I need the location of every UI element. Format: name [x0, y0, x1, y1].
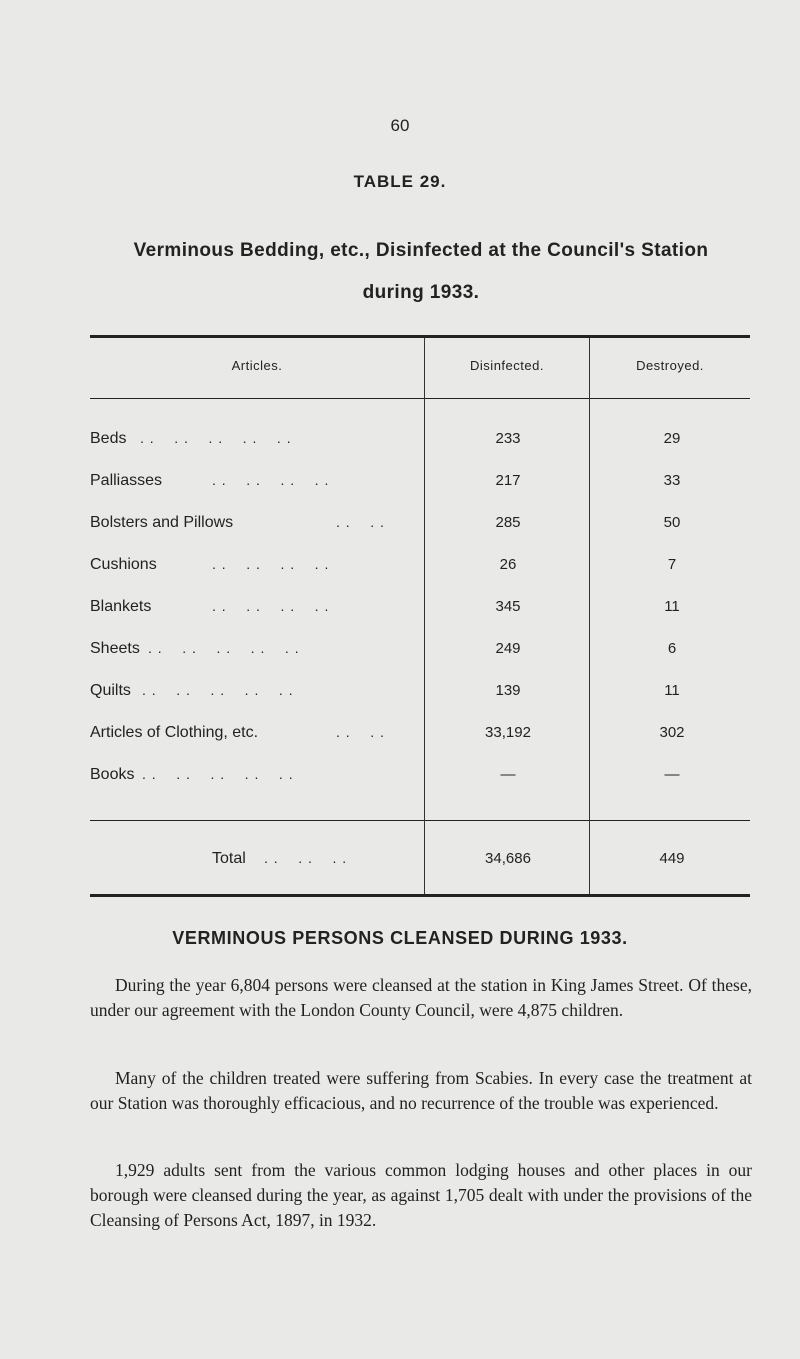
destroyed-value: 6: [667, 640, 677, 657]
header-bottom-rule: [90, 398, 750, 399]
table-row: [0, 640, 800, 664]
destroyed-value: 302: [659, 724, 685, 741]
table-top-rule: [90, 335, 750, 338]
destroyed-value: 33: [663, 472, 681, 489]
leader-dots: . . . . . .: [264, 850, 348, 866]
header-destroyed: Destroyed.: [636, 358, 704, 373]
header-disinfected: Disinfected.: [470, 358, 544, 373]
disinfected-value: 233: [495, 430, 521, 447]
destroyed-value: 11: [664, 682, 680, 699]
article-label: Books: [90, 766, 135, 783]
total-top-rule: [90, 820, 750, 821]
disinfected-value: —: [500, 766, 516, 783]
table-row: [0, 472, 800, 496]
disinfected-value: 217: [495, 472, 521, 489]
destroyed-value: —: [664, 766, 680, 783]
table-label: TABLE 29.: [353, 172, 447, 191]
article-label: Sheets: [90, 640, 140, 657]
table-row: [0, 682, 800, 706]
paragraph: 1,929 adults sent from the various common lodging houses and other places in our borough were cleansed during the year, as against 1,705 dealt with under the provisions of the Cleansing of Persons Act, 1897, in 1932.: [90, 1160, 752, 1230]
table-title: Verminous Bedding, etc., Disinfected at the Council's Station: [133, 240, 709, 261]
leader-dots: . . . . . . . .: [212, 598, 330, 614]
disinfected-value: 26: [499, 556, 517, 573]
table-bottom-rule: [90, 894, 750, 897]
header-articles: Articles.: [231, 358, 283, 373]
total-disinfected: 34,686: [485, 850, 531, 867]
total-label: Total: [212, 850, 246, 867]
table-row: [0, 724, 800, 748]
table-row: [0, 514, 800, 538]
article-label: Beds: [90, 430, 127, 447]
leader-dots: . . . . . . . . . .: [140, 430, 292, 446]
leader-dots: . . . . . . . .: [212, 556, 330, 572]
disinfected-value: 33,192: [485, 724, 531, 741]
section-heading: VERMINOUS PERSONS CLEANSED DURING 1933.: [172, 928, 628, 948]
leader-dots: . . . .: [336, 514, 385, 530]
page-number: 60: [390, 116, 410, 135]
table-row: [0, 766, 800, 790]
disinfected-value: 285: [495, 514, 521, 531]
disinfected-value: 139: [495, 682, 521, 699]
paragraph: Many of the children treated were suffering from Scabies. In every case the treatment at our Station was thoroughly efficacious, and no recurrence of the trouble was experienced.: [90, 1068, 752, 1113]
leader-dots: . . . . . . . .: [212, 472, 330, 488]
disinfected-value: 345: [495, 598, 521, 615]
article-label: Bolsters and Pillows: [90, 514, 234, 531]
article-label: Articles of Clothing, etc.: [90, 724, 259, 741]
leader-dots: . . . . . . . . . .: [148, 640, 300, 656]
destroyed-value: 7: [667, 556, 677, 573]
table-row: [0, 430, 800, 454]
disinfected-value: 249: [495, 640, 521, 657]
destroyed-value: 11: [664, 598, 680, 615]
leader-dots: . . . .: [336, 724, 385, 740]
article-label: Quilts: [90, 682, 131, 699]
article-label: Blankets: [90, 598, 152, 615]
paragraph: During the year 6,804 persons were cleansed at the station in King James Street. Of these, under our agreement with the London County Council, were 4,875 children.: [90, 975, 752, 1020]
article-label: Palliasses: [90, 472, 163, 489]
leader-dots: . . . . . . . . . .: [142, 766, 294, 782]
total-destroyed: 449: [659, 850, 685, 867]
table-row: [0, 556, 800, 580]
table-title-continued: during 1933.: [362, 282, 480, 303]
article-label: Cushions: [90, 556, 157, 573]
total-row: [0, 850, 800, 874]
destroyed-value: 29: [663, 430, 681, 447]
destroyed-value: 50: [663, 514, 681, 531]
leader-dots: . . . . . . . . . .: [142, 682, 294, 698]
table-row: [0, 598, 800, 622]
